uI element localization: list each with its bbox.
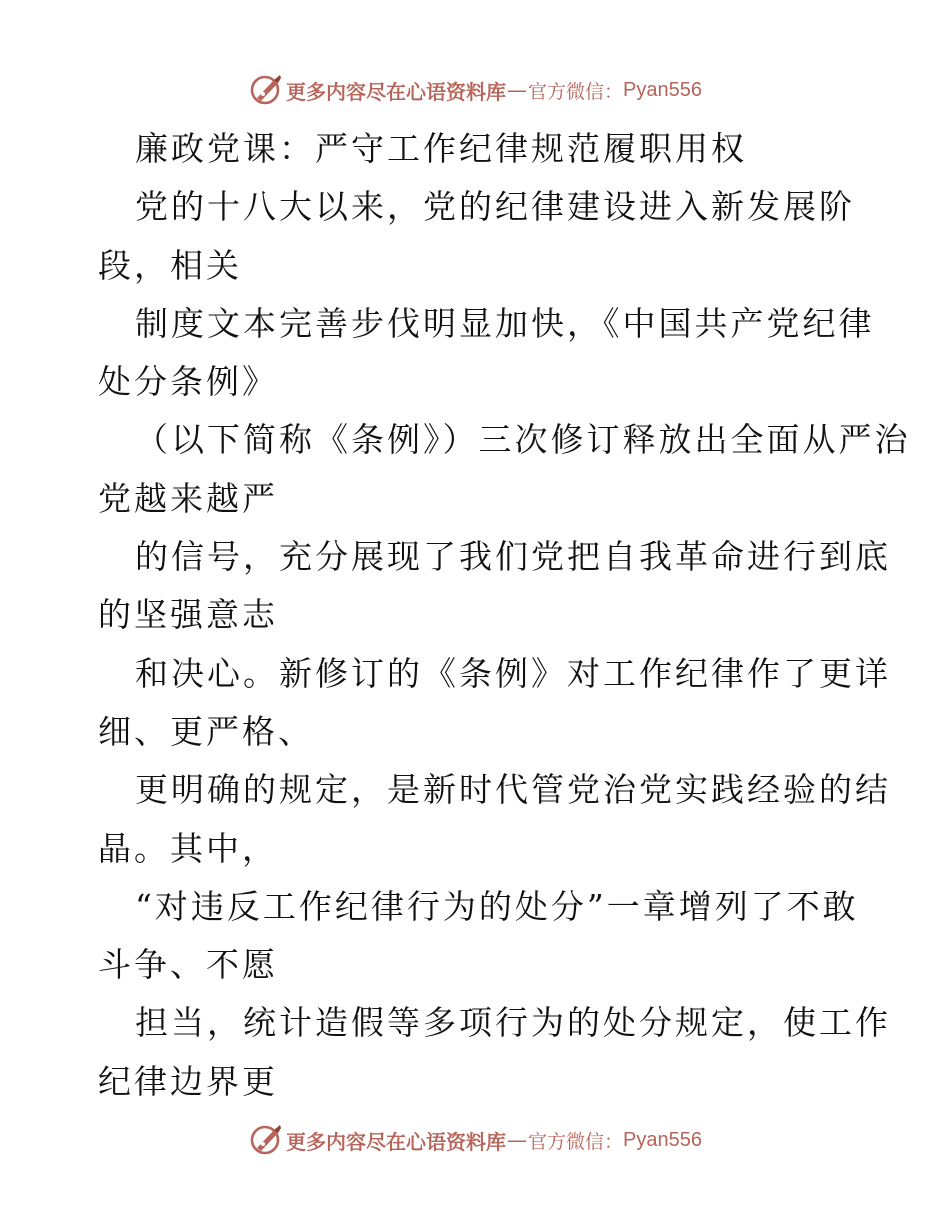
text-line: 和决心。新修订的《条例》对工作纪律作了更详 (135, 653, 891, 693)
document-title: 廉政党课：严守工作纪律规范履职用权 (135, 129, 747, 168)
header-wechat-label: 官方微信： (528, 80, 624, 103)
text-line: 斗争、不愿 (98, 945, 278, 985)
header-separator: — (507, 78, 527, 102)
text-line: 段，相关 (98, 245, 242, 285)
text-line: （以下简称《条例》）三次修订释放出全面从严治 (135, 420, 911, 460)
header-banner (0, 68, 950, 112)
text-line: 党的十八大以来，党的纪律建设进入新发展阶 (135, 187, 855, 227)
text-line: 党越来越严 (98, 478, 278, 518)
pen-logo-icon (248, 1121, 284, 1157)
text-line: 的坚强意志 (98, 595, 278, 635)
footer-brand: 更多内容尽在心语资料库 (286, 1129, 506, 1154)
text-line: 细、更严格、 (98, 711, 314, 751)
pen-logo-icon (248, 71, 284, 107)
text-line: 制度文本完善步伐明显加快，《中国共产党纪律 (135, 303, 875, 343)
text-line: 的信号，充分展现了我们党把自我革命进行到底 (135, 537, 891, 577)
text-line: 纪律边界更 (98, 1061, 278, 1101)
text-line: 担当，统计造假等多项行为的处分规定，使工作 (135, 1003, 891, 1043)
text-line: 更明确的规定，是新时代管党治党实践经验的结 (135, 770, 891, 810)
text-line: 处分条例》 (98, 362, 278, 402)
document-body (98, 120, 911, 1111)
footer-wechat-label: 官方微信： (528, 1130, 624, 1153)
text-line: 晶。其中， (98, 828, 278, 868)
footer-wechat-id: Pyan556 (623, 1128, 702, 1151)
text-line: “对违反工作纪律行为的处分”一章增列了不敢 (135, 886, 859, 926)
header-brand: 更多内容尽在心语资料库 (286, 79, 506, 104)
footer-separator: — (507, 1128, 527, 1152)
header-wechat-id: Pyan556 (623, 78, 702, 101)
footer-banner (0, 1118, 950, 1162)
